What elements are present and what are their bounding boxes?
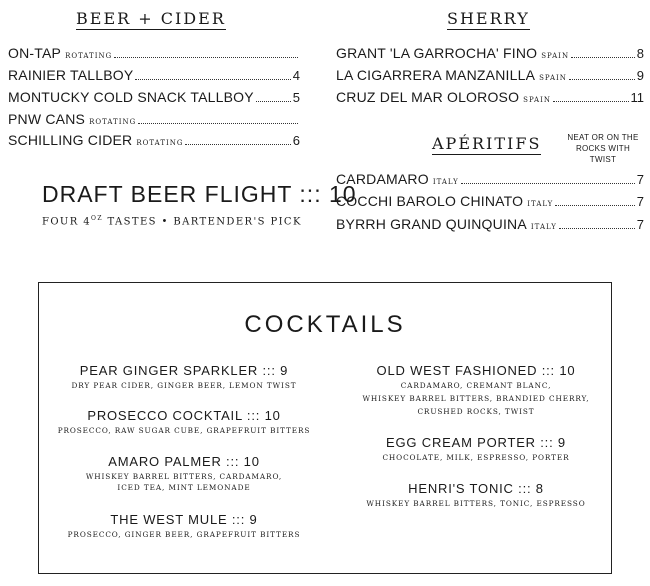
note-line: ROCKS WITH TWIST [575, 144, 631, 164]
cocktail-desc: WHISKEY BARREL BITTERS, BRANDIED CHERRY, [362, 394, 590, 403]
cocktail-desc: ICED TEA, MINT LEMONADE [117, 483, 251, 492]
flight-title: DRAFT BEER FLIGHT ::: 10 [42, 181, 357, 207]
beer-item [8, 67, 300, 85]
item-origin: SPAIN [539, 74, 567, 82]
cocktail-item [39, 512, 329, 540]
item-name: GRANT 'LA GARROCHA' FINO [336, 45, 538, 61]
cocktail-name: THE WEST MULE ::: 9 [110, 512, 258, 527]
cocktail-item [344, 435, 608, 463]
item-note: ROTATING [89, 118, 137, 126]
item-price: 7 [636, 194, 644, 209]
leader-dots [256, 101, 291, 102]
sherry-item [336, 45, 644, 63]
item-name: PNW CANS [8, 111, 86, 127]
leader-dots [135, 79, 290, 80]
flight-subtitle [42, 215, 302, 227]
cocktail-name: AMARO PALMER ::: 10 [108, 454, 260, 469]
aperitifs-note [562, 132, 644, 165]
item-price: 7 [636, 217, 644, 232]
item-name: MONTUCKY COLD SNACK TALLBOY [8, 89, 254, 105]
item-price: 9 [636, 68, 644, 83]
leader-dots [185, 144, 290, 145]
cocktail-desc: PROSECCO, RAW SUGAR CUBE, GRAPEFRUIT BITTERS [57, 426, 311, 435]
item-name: CRUZ DEL MAR OLOROSO [336, 89, 520, 105]
cocktail-name: PEAR GINGER SPARKLER ::: 9 [79, 363, 289, 378]
cocktail-item [344, 363, 608, 417]
item-note: ROTATING [136, 139, 184, 147]
cocktail-name: OLD WEST FASHIONED ::: 10 [376, 363, 576, 378]
leader-dots [569, 79, 635, 80]
beer-cider-heading: BEER + CIDER [76, 9, 226, 28]
item-price: 4 [292, 68, 300, 83]
item-name: ON-TAP [8, 45, 62, 61]
cocktail-item [39, 408, 329, 436]
item-name: LA CIGARRERA MANZANILLA [336, 67, 536, 83]
beer-item [8, 45, 300, 63]
leader-dots [571, 57, 635, 58]
item-origin: SPAIN [541, 52, 570, 60]
cocktails-heading: COCKTAILS [244, 311, 406, 338]
flight-sub-unit: OZ [91, 215, 103, 222]
cocktail-name: EGG CREAM PORTER ::: 9 [386, 435, 566, 450]
cocktail-name: HENRI'S TONIC ::: 8 [408, 481, 544, 496]
aperitif-item [336, 171, 644, 189]
cocktail-desc: CRUSHED ROCKS, TWIST [417, 407, 535, 416]
item-origin: ITALY [527, 200, 554, 208]
item-name: CARDAMARO [336, 171, 429, 187]
sherry-heading: SHERRY [447, 9, 530, 28]
item-origin: SPAIN [523, 96, 551, 104]
cocktail-desc: WHISKEY BARREL BITTERS, CARDAMARO, [85, 472, 283, 481]
item-origin: ITALY [432, 178, 459, 186]
cocktail-desc: CARDAMARO, CREMANT BLANC, [400, 381, 552, 390]
item-price: 6 [292, 133, 300, 148]
sherry-item [336, 67, 644, 85]
flight-sub-part: FOUR 4 [42, 216, 92, 228]
leader-dots [138, 123, 298, 124]
cocktail-item [39, 454, 329, 493]
leader-dots [553, 101, 629, 102]
leader-dots [114, 57, 298, 58]
item-price: 7 [636, 172, 644, 187]
item-name: SCHILLING CIDER [8, 132, 133, 148]
cocktail-desc: PROSECCO, GINGER BEER, GRAPEFRUIT BITTERS [67, 530, 301, 539]
flight-sub-rest: TASTES • BARTENDER'S PICK [102, 216, 302, 228]
cocktail-desc: WHISKEY BARREL BITTERS, TONIC, ESPRESSO [366, 499, 586, 508]
cocktails-box [38, 282, 612, 574]
item-name: RAINIER TALLBOY [8, 67, 134, 83]
item-name: COCCHI BAROLO CHINATO [336, 193, 524, 209]
beer-item [8, 132, 300, 150]
item-price: 5 [292, 90, 300, 105]
note-line: NEAT OR ON THE [567, 133, 639, 142]
item-origin: ITALY [530, 223, 557, 231]
aperitifs-heading: APÉRITIFS [432, 134, 542, 153]
beer-item [8, 111, 300, 129]
sherry-item [336, 89, 644, 107]
item-note: ROTATING [65, 52, 113, 60]
leader-dots [559, 228, 635, 229]
cocktail-item [39, 363, 329, 391]
beer-item [8, 89, 300, 107]
aperitif-item [336, 216, 644, 234]
cocktail-name: PROSECCO COCKTAIL ::: 10 [87, 408, 281, 423]
item-name: BYRRH GRAND QUINQUINA [336, 216, 527, 232]
cocktail-desc: DRY PEAR CIDER, GINGER BEER, LEMON TWIST [71, 381, 297, 390]
leader-dots [461, 183, 635, 184]
cocktail-desc: CHOCOLATE, MILK, ESPRESSO, PORTER [382, 453, 570, 462]
cocktail-item [344, 481, 608, 509]
item-price: 11 [630, 90, 644, 105]
item-price: 8 [636, 46, 644, 61]
aperitif-item [336, 193, 644, 211]
leader-dots [555, 205, 635, 206]
